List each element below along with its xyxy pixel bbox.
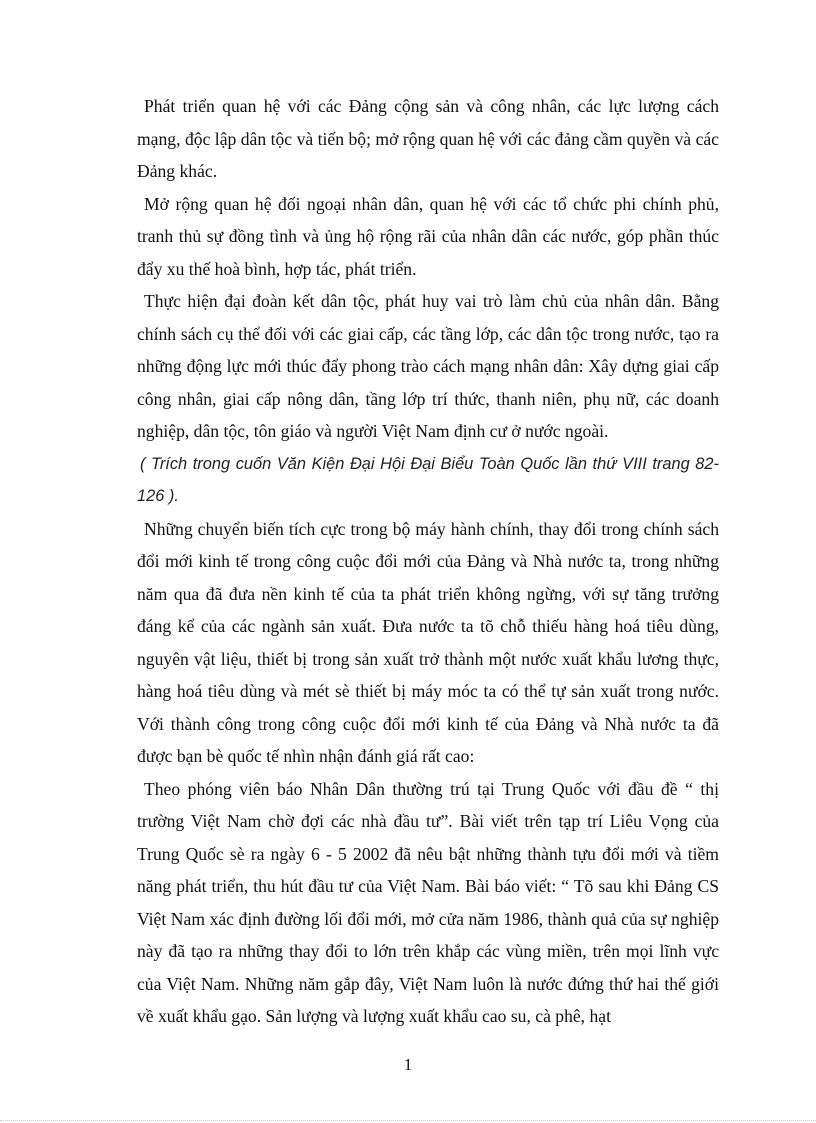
paragraph-party-relations: Phát triển quan hệ với các Đảng cộng sản và công nhân, các lực lượng cách mạng, độc lập dân tộc và tiến bộ; mở rộng quan hệ với các đảng cầm quyền và các Đảng khác. <box>137 96 719 181</box>
paragraph-press-report: Theo phóng viên báo Nhân Dân thường trú tại Trung Quốc với đầu đề “ thị trường Việt Nam chờ đợi các nhà đầu tư”. Bài viết trên tạp trí Liêu Vọng của Trung Quốc sè ra ngày 6 - 5 2002 đã nêu bật những thành tựu đổi mới và tiềm năng phát triển, thu hút đầu tư của Việt Nam. Bài báo viết: “ Tõ sau khi Đảng CS Việt Nam xác định đường lối đổi mới, mở cửa năm 1986, thành quả của sự nghiệp này đã tạo ra những thay đổi to lớn trên khắp các vùng miền, trên mọi lĩnh vực của Việt Nam. Những năm gắp đây, Việt Nam luôn là nước đứng thứ hai thế giới về xuất khẩu gạo. Sản lượng và lượng xuất khẩu cao su, cà phê, hạt <box>137 778 719 1026</box>
paragraph-national-unity: Thực hiện đại đoàn kết dân tộc, phát huy vai trò làm chủ của nhân dân. Bằng chính sách cụ thể đối với các giai cấp, các tầng lớp, các dân tộc trong nước, tạo ra những động lực mới thúc đẩy phong trào cách mạng nhân dân: Xây dựng giai cấp công nhân, giai cấp nông dân, tầng lớp trí thức, thanh niên, phụ nữ, các doanh nghiệp, dân tộc, tôn giáo và người Việt Nam định cư ở nước ngoài. <box>137 291 719 441</box>
page-number: 1 <box>403 1055 413 1074</box>
citation-note: ( Trích trong cuốn Văn Kiện Đại Hội Đại Biểu Toàn Quốc lần thứ VIII trang 82- 126 ). <box>137 454 719 505</box>
paragraph-foreign-relations: Mở rộng quan hệ đối ngoại nhân dân, quan hệ với các tổ chức phi chính phủ, tranh thủ sự đồng tình và ủng hộ rộng rãi của nhân dân các nước, góp phần thúc đẩy xu thế hoà bình, hợp tác, phát triển. <box>137 193 719 279</box>
paragraph-economic-changes: Những chuyển biến tích cực trong bộ máy hành chính, thay đổi trong chính sách đổi mới kinh tế trong công cuộc đổi mới của Đảng và Nhà nước ta, trong những năm qua đã đưa nền kinh tế của ta phát triển không ngừng, với sự tăng trưởng đáng kể của các ngành sản xuất. Đưa nước ta tõ chỗ thiếu hàng hoá tiêu dùng, nguyên vật liệu, thiết bị trong sản xuất trở thành một nước xuất khẩu lương thực, hàng hoá tiêu dùng và mét sè thiết bị máy móc ta có thể tự sản xuất trong nước. Với thành công trong công cuộc đổi mới kinh tế của Đảng và Nhà nước ta đã được bạn bè quốc tế nhìn nhận đánh giá rất cao: <box>137 518 719 766</box>
page-bottom-divider <box>0 1120 816 1121</box>
document-body <box>137 90 719 1033</box>
